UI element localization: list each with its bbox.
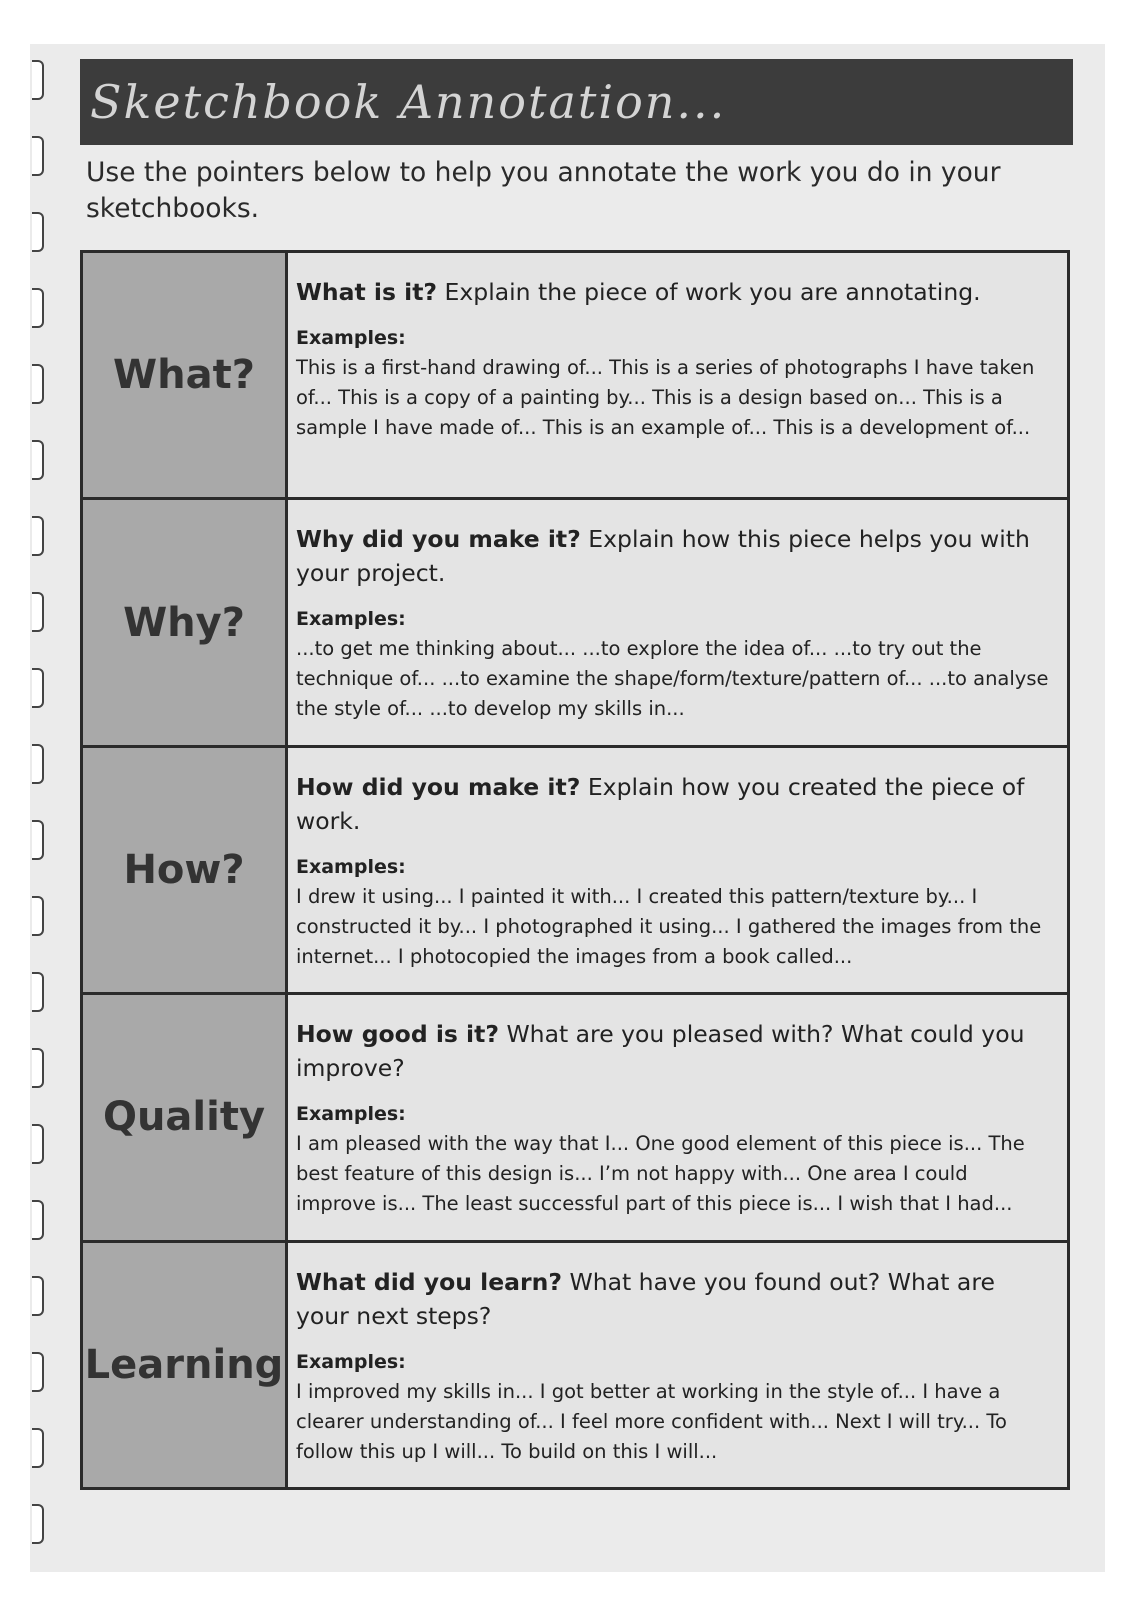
row-label-cell (83, 748, 288, 992)
binding-ring (32, 820, 44, 860)
question-rest: What have you found out? What are your next steps? (296, 1267, 995, 1330)
row-content (288, 995, 1067, 1239)
question-rest: Explain the piece of work you are annotating. (437, 278, 981, 306)
question-rest: Explain how this piece helps you with your project. (296, 525, 1030, 588)
binding-ring (32, 1276, 44, 1316)
row-question (296, 1265, 1053, 1333)
question-bold: What did you learn? (296, 1267, 562, 1296)
row-label-cell (83, 995, 288, 1239)
spiral-binding (28, 60, 48, 1540)
row-quality (83, 995, 1067, 1242)
binding-ring (32, 896, 44, 936)
row-content (288, 500, 1067, 744)
row-label: Why? (123, 599, 245, 646)
binding-ring (32, 1352, 44, 1392)
binding-ring (32, 972, 44, 1012)
binding-ring (32, 1124, 44, 1164)
examples-text: I improved my skills in... I got better at working in the style of... I have a clearer understanding of... I feel more confident with... Next I will try... To follow this up I will... To build on this I will... (296, 1379, 1007, 1463)
row-question (296, 770, 1053, 838)
examples-label: Examples: (296, 1103, 406, 1126)
binding-ring (32, 288, 44, 328)
examples-label: Examples: (296, 855, 406, 878)
row-why (83, 500, 1067, 747)
binding-ring (32, 516, 44, 556)
row-question (296, 275, 1053, 309)
examples-text: This is a first-hand drawing of... This is a series of photographs I have taken of... This is a copy of a painting by... This is a design based on... This is a sample I have made of... This is an example of... This is a development of... (296, 356, 1035, 439)
question-rest: What are you pleased with? What could you improve? (296, 1020, 1025, 1083)
question-bold: Why did you make it? (296, 525, 581, 554)
intro-text: Use the pointers below to help you annotate the work you do in your sketchbooks. (86, 157, 1001, 224)
binding-ring (32, 364, 44, 404)
question-bold: How did you make it? (296, 772, 581, 801)
annotation-table (80, 250, 1070, 1490)
row-label: Learning (84, 1341, 284, 1388)
question-rest: Explain how you created the piece of work. (296, 772, 1025, 835)
row-question (296, 522, 1053, 590)
binding-ring (32, 744, 44, 784)
binding-ring (32, 592, 44, 632)
row-label: Quality (102, 1094, 266, 1141)
row-label-cell (83, 500, 288, 744)
row-content (288, 748, 1067, 992)
examples-text: I drew it using... I painted it with... I created this pattern/texture by... I constructed it by... I photographed it using... I gathered the images from the internet... I photocopied the images from a book called... (296, 884, 1042, 968)
examples-label: Examples: (296, 1350, 406, 1373)
binding-ring (32, 60, 44, 100)
row-content (288, 1243, 1067, 1487)
examples-text: I am pleased with the way that I... One good element of this piece is... The best feature of this design is... I’m not happy with... One area I could improve is... The least successful part of this piece is... I wish that I had... (296, 1132, 1025, 1216)
binding-ring (32, 1048, 44, 1088)
binding-ring (32, 1428, 44, 1468)
question-bold: How good is it? (296, 1020, 499, 1049)
binding-ring (32, 136, 44, 176)
binding-ring (32, 1200, 44, 1240)
row-label-cell (83, 253, 288, 497)
examples-label: Examples: (296, 327, 406, 349)
examples-label: Examples: (296, 608, 406, 631)
row-learning (83, 1243, 1067, 1487)
page-title: Sketchbook Annotation... (90, 75, 727, 129)
binding-ring (32, 668, 44, 708)
examples-text: ...to get me thinking about... ...to explore the idea of... ...to try out the technique of... ...to examine the shape/form/texture/pattern of... ...to analyse the style of... ...to develop my skills in... (296, 637, 1049, 721)
binding-ring (32, 212, 44, 252)
row-how (83, 748, 1067, 995)
row-question (296, 1017, 1053, 1085)
title-banner (80, 59, 1073, 145)
row-label: What? (113, 352, 255, 399)
row-content (288, 253, 1067, 497)
question-bold: What is it? (296, 278, 438, 306)
binding-ring (32, 1504, 44, 1544)
row-label-cell (83, 1243, 288, 1487)
binding-ring (32, 440, 44, 480)
row-what (83, 253, 1067, 500)
row-label: How? (123, 847, 245, 894)
